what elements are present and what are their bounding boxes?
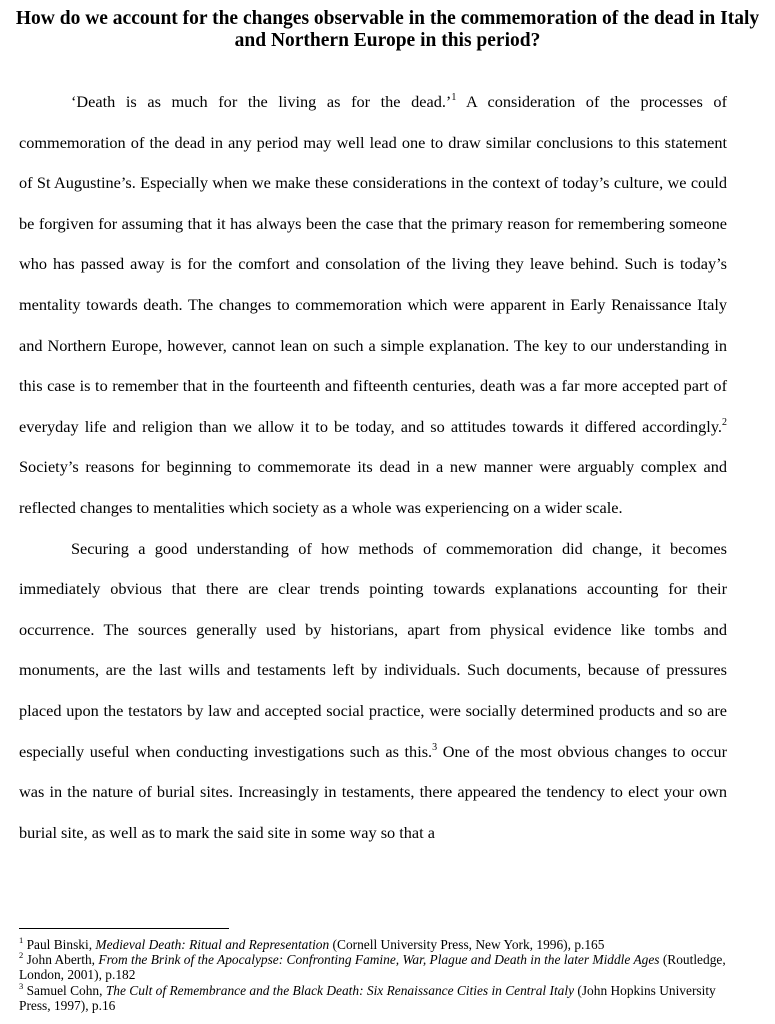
footnote-author: Paul Binski, (23, 937, 96, 952)
text-run: A consideration of the processes of commemoration of the dead in any period may well lead one to draw similar conclusions to this statement of St Augustine’s. Especially when we make these considerations in the context of today’s culture, we could be forgiven for assuming that it has always been the case that the primary reason for remembering someone who has passed away is for the comfort and consolation of the living they leave behind. Such is today’s mentality towards death. The changes to commemoration which were apparent in Early Renaissance Italy and Northern Europe, however, cannot lean on such a simple explanation. The key to our understanding in this case is to remember that in the fourteenth and fifteenth centuries, death was a far more accepted part of everyday life and religion than we allow it to be today, and so attitudes towards it differed accordingly. (19, 92, 727, 436)
footnote-number: 3 (19, 980, 24, 991)
text-run: ‘Death is as much for the living as for the dead.’ (71, 92, 452, 111)
footnote-author: Samuel Cohn, (23, 982, 106, 998)
footnote-reference: 2 (722, 416, 727, 428)
footnote (19, 980, 734, 1013)
paragraph (19, 529, 727, 854)
footnotes-section (19, 928, 734, 1013)
footnote-publication: (Routledge, London, 2001), p.182 (19, 952, 726, 983)
text-run: Securing a good understanding of how methods of commemoration did change, it becomes immediately obvious that there are clear trends pointing towards explanations accounting for their occurrence. The sources generally used by historians, apart from physical evidence like tombs and monuments, are the last wills and testaments left by individuals. Such documents, because of pressures placed upon the testators by law and accepted social practice, were socially determined products and so are especially useful when conducting investigations such as this. (19, 538, 727, 761)
footnote-divider (19, 928, 229, 929)
footnote-publication: (Cornell University Press, New York, 1996), p.165 (329, 937, 605, 952)
footnote (19, 952, 734, 982)
footnote-reference: 1 (451, 92, 457, 103)
text-run: Society’s reasons for beginning to commemorate its dead in a new manner were arguably complex and reflected changes to mentalities which society as a whole was experiencing on a wider scale. (19, 457, 727, 517)
paragraph (19, 82, 727, 529)
footnote-number: 1 (19, 935, 24, 945)
footnote (19, 937, 734, 952)
footnote-publication: (John Hopkins University Press, 1997), p.16 (19, 982, 716, 1013)
text-run: One of the most obvious changes to occur was in the nature of burial sites. Increasingly in testaments, there appeared the tendency to elect your own burial site, as well as to mark the said site in some way so that a (19, 741, 727, 842)
footnote-book-title: From the Brink of the Apocalypse: Confronting Famine, War, Plague and Death in the later Middle Ages (98, 952, 660, 968)
essay-body (19, 82, 727, 853)
footnote-book-title: The Cult of Remembrance and the Black Death: Six Renaissance Cities in Central Italy (105, 982, 575, 998)
footnote-number: 2 (19, 950, 24, 961)
footnote-author: John Aberth, (23, 952, 99, 968)
essay-title: How do we account for the changes observable in the commemoration of the dead in Italy and Northern Europe in this period? (15, 8, 760, 51)
footnote-book-title: Medieval Death: Ritual and Representation (95, 937, 330, 952)
footnote-reference: 3 (432, 741, 438, 753)
